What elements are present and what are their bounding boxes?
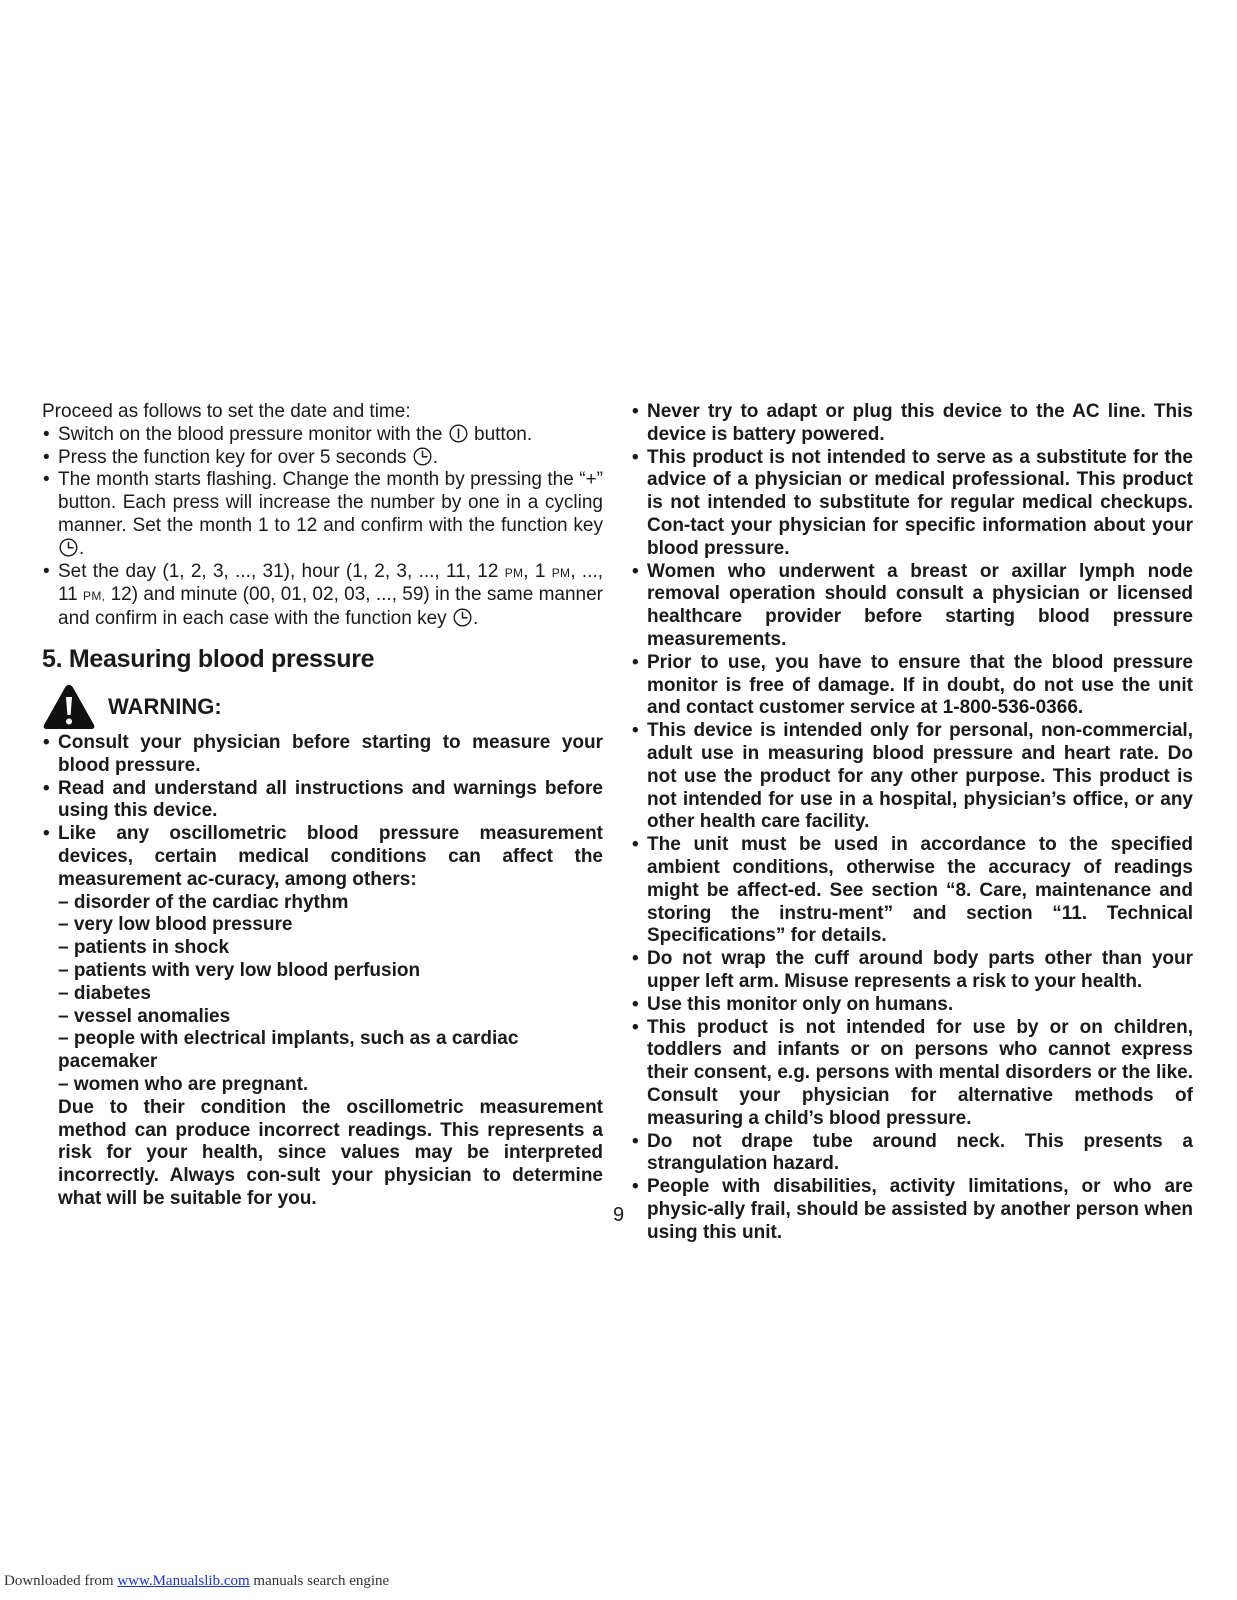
bullet-month	[42, 469, 603, 560]
left-column	[42, 401, 603, 1211]
bullet-day-hour-minute	[42, 561, 603, 631]
warning-triangle-icon	[42, 683, 96, 731]
warning-item: • The unit must be used in accordance to the specified ambient conditions, otherwise the accuracy of readings might be affect-ed. See section “8. Care, maintenance and storing the instru-ment” and section “11. Technical Specifications” for details.	[631, 834, 1193, 948]
manualslib-link[interactable]: www.Manualslib.com	[117, 1573, 250, 1589]
condition-item: – disorder of the cardiac rhythm	[58, 891, 349, 913]
bullet-text: The month starts flashing. Change the month by pressing the “+” button. Each press will increase the number by one in a cycling manner. Set the month 1 to 12 and confirm with the function key	[58, 469, 603, 536]
bullet-function-key	[42, 447, 603, 470]
warning-item: • People with disabilities, activity limitations, or who are physic-ally frail, should be assisted by another person when using this unit.	[631, 1176, 1193, 1244]
section-heading: 5. Measuring blood pressure	[42, 644, 375, 673]
condition-item: – very low blood pressure	[58, 914, 293, 936]
page-number: 9	[612, 1204, 625, 1226]
warning-item: • Women who underwent a breast or axillar lymph node removal operation should consult a physician or licensed healthcare provider before starting blood pressure measurements.	[631, 561, 1193, 652]
date-time-intro: Proceed as follows to set the date and time:	[42, 401, 411, 422]
download-footer	[4, 1573, 389, 1590]
pm-label: PM,	[83, 589, 106, 604]
condition-item: – diabetes	[58, 982, 151, 1004]
bullet-text: , 1	[523, 560, 546, 582]
clock-function-icon	[413, 447, 432, 466]
warning-item: • This product is not intended for use by or on children, toddlers and infants or on persons who cannot express their consent, e.g. persons with mental disorders or the like. Consult your physician for alternative methods of measuring a child’s blood pressure.	[631, 1017, 1193, 1131]
bullet-text: .	[472, 608, 479, 630]
warning-item: • Read and understand all instructions and warnings before using this device.	[42, 778, 603, 824]
pm-label: PM	[504, 565, 524, 580]
warning-item: • Use this monitor only on humans.	[631, 994, 1193, 1017]
warning-item: • Do not drape tube around neck. This presents a strangulation hazard.	[631, 1131, 1193, 1177]
condition-item: – people with electrical implants, such as a cardiac pacemaker	[58, 1028, 519, 1073]
bullet-text: 12) and minute (00, 01, 02, 03, ..., 59) in the same manner and confirm in each case with the function key	[58, 584, 604, 630]
bullet-text: .	[432, 446, 439, 468]
bullet-text: Press the function key for over 5 seconds	[58, 446, 407, 468]
footer-prefix: Downloaded from	[4, 1573, 114, 1589]
warning-item: • Like any oscillometric blood pressure measurement devices, certain medical conditions can affect the measurement ac-curacy, among others:	[42, 823, 603, 891]
condition-item: – patients with very low blood perfusion	[58, 959, 421, 981]
condition-item: – women who are pregnant.	[58, 1073, 309, 1095]
right-column	[631, 401, 1193, 1244]
warning-item: • Do not wrap the cuff around body parts other than your upper left arm. Misuse represents a risk to your health.	[631, 948, 1193, 994]
warning-header	[42, 682, 603, 732]
pm-label: PM	[551, 565, 571, 580]
clock-function-icon	[59, 538, 78, 557]
warning-item: • Consult your physician before starting to measure your blood pressure.	[42, 732, 603, 778]
power-button-icon	[449, 424, 468, 443]
warning-label: WARNING:	[108, 693, 222, 719]
warning-item: • Never try to adapt or plug this device to the AC line. This device is battery powered.	[631, 401, 1193, 447]
warning-list	[42, 732, 603, 1211]
warning-item: • Prior to use, you have to ensure that the blood pressure monitor is free of damage. If in doubt, do not use the unit and contact customer service at 1-800-536-0366.	[631, 652, 1193, 720]
clock-function-icon	[453, 608, 472, 627]
bullet-text: .	[79, 537, 85, 559]
bullet-text: Switch on the blood pressure monitor with the	[58, 423, 443, 445]
bullet-text: , ..., 11	[58, 560, 604, 606]
bullet-switch-on	[42, 424, 603, 447]
footer-suffix: manuals search engine	[253, 1573, 390, 1589]
bullet-text: Set the day (1, 2, 3, ..., 31), hour (1, 2, 3, ..., 11, 12	[58, 560, 499, 582]
warning-item: • This product is not intended to serve as a substitute for the advice of a physician or medical professional. This product is not intended to substitute for regular medical checkups. Con-tact your physician for specific information about your blood pressure.	[631, 447, 1193, 561]
condition-item: – patients in shock	[58, 937, 230, 959]
warning-item: • This device is intended only for personal, non-commercial, adult use in measuring blood pressure and heart rate. Do not use the product for any other purpose. This product is not intended for use in a hospital, physician’s office, or any other health care facility.	[631, 720, 1193, 834]
warning-continuation: Due to their condition the oscillometric measurement method can produce incorrect readings. This represents a risk for your health, since values may be interpreted incorrectly. Always con-sult your physician to determine what will be suitable for you.	[58, 1096, 603, 1209]
bullet-text: button.	[474, 423, 533, 445]
condition-item: – vessel anomalies	[58, 1005, 231, 1027]
